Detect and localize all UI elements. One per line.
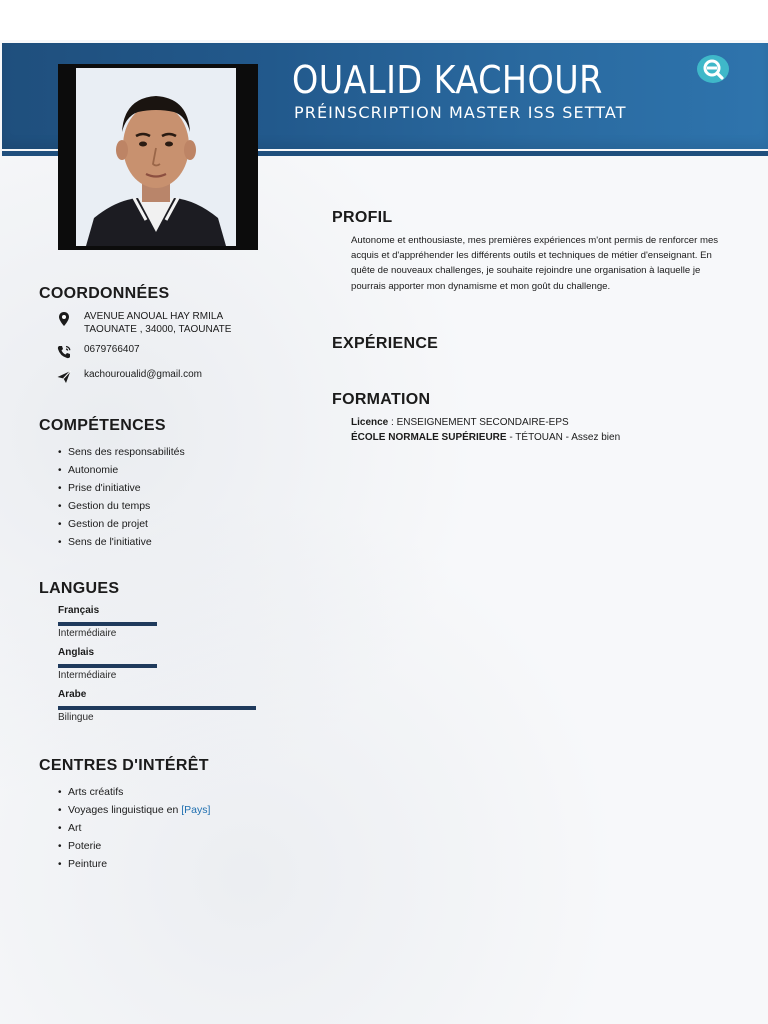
section-title-centres: CENTRES D'INTÉRÊT (39, 757, 209, 774)
magnifier-badge-icon (696, 54, 730, 84)
application-subtitle: PRÉINSCRIPTION MASTER ISS SETTAT (294, 103, 627, 122)
address-line-1: AVENUE ANOUAL HAY RMILA (84, 311, 224, 322)
location-pin-icon (56, 311, 72, 327)
language-level: Bilingue (58, 712, 94, 723)
competences-list (58, 443, 185, 551)
formation-school (351, 432, 620, 443)
phone-icon (56, 344, 72, 360)
language-name: Arabe (58, 689, 87, 700)
address-line-2: TAOUNATE , 34000, TAOUNATE (84, 324, 232, 335)
formation-degree (351, 417, 569, 428)
language-level-bar (58, 706, 256, 710)
section-title-coordonnees: COORDONNÉES (39, 285, 170, 302)
email-address[interactable]: kachouroualid@gmail.com (84, 369, 202, 380)
portrait-illustration (76, 68, 236, 246)
contact-phone (56, 343, 140, 360)
degree-text: : ENSEIGNEMENT SECONDAIRE-EPS (388, 417, 569, 428)
list-item: • Arts créatifs (58, 783, 210, 801)
list-item: • Gestion du temps (58, 497, 185, 515)
list-item: • Autonomie (58, 461, 185, 479)
language-name: Français (58, 605, 100, 616)
school-details: - TÉTOUAN - Assez bien (506, 432, 621, 443)
language-level: Intermédiaire (58, 670, 117, 681)
pays-placeholder: [Pays] (181, 804, 211, 816)
list-item: • Sens des responsabilités (58, 443, 185, 461)
list-item: • Gestion de projet (58, 515, 185, 533)
profil-paragraph: Autonome et enthousiaste, mes premières expériences m'ont permis de renforcer mes acquis et d'appréhender les différents outils et techniques de métier d'enseignant. En quête de nouveaux challenges, je souhaite rejoindre une organisation à laquelle je pourrais apporter mon dynamisme et mon goût du challenge. (351, 235, 719, 292)
list-item: • Poterie (58, 837, 210, 855)
contact-address (56, 310, 231, 336)
section-title-formation: FORMATION (332, 391, 431, 408)
list-item: • Prise d'initiative (58, 479, 185, 497)
language-level-bar (58, 664, 157, 668)
candidate-name: OUALID KACHOUR (292, 58, 603, 102)
school-name: ÉCOLE NORMALE SUPÉRIEURE (351, 432, 507, 443)
list-item: • Art (58, 819, 210, 837)
list-item: • Peinture (58, 855, 210, 873)
section-title-experience: EXPÉRIENCE (332, 335, 439, 352)
interest-travel: Voyages linguistique en (68, 804, 179, 816)
profile-photo (76, 68, 236, 246)
language-name: Anglais (58, 647, 95, 658)
contact-email (56, 368, 202, 385)
language-level-bar (58, 622, 157, 626)
list-item (58, 801, 210, 819)
list-item: • Sens de l'initiative (58, 533, 185, 551)
section-title-profil: PROFIL (332, 209, 393, 226)
section-title-competences: COMPÉTENCES (39, 417, 166, 434)
language-level: Intermédiaire (58, 628, 117, 639)
paper-plane-icon (56, 369, 72, 385)
degree-label: Licence (351, 417, 389, 428)
section-title-langues: LANGUES (39, 580, 120, 597)
interests-list (58, 783, 210, 873)
phone-number[interactable]: 0679766407 (84, 344, 140, 355)
